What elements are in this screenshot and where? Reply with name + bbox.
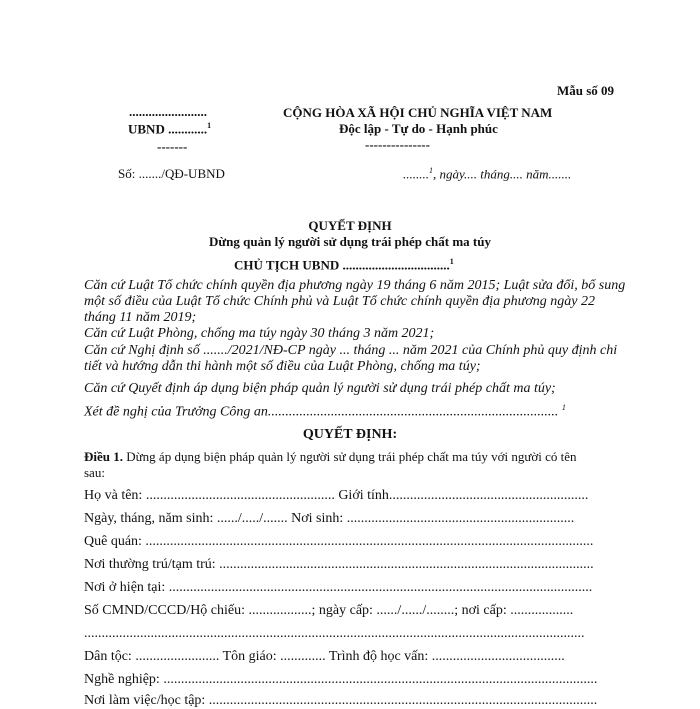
place-date <box>403 166 571 182</box>
field-birth: Ngày, tháng, năm sinh: ....../...../....... Nơi sinh: ................................................................. <box>84 511 575 526</box>
article-1-label: Điều 1. <box>84 449 123 464</box>
basis-line-1: Căn cứ Luật Tổ chức chính quyền địa phương ngày 19 tháng 6 năm 2015; Luật sửa đổi, bổ sung <box>84 278 626 293</box>
field-occupation: Nghề nghiệp: ............................................................................................................................ <box>84 672 598 687</box>
article-1-text: Dừng áp dụng biện pháp quản lý người sử dụng trái phép chất ma túy với người có tên <box>123 449 577 464</box>
field-residence: Nơi thường trú/tạm trú: ........................................................................................................... <box>84 557 594 572</box>
field-ethnicity-religion-education: Dân tộc: ........................ Tôn giáo: ............. Trình độ học vấn: ...................................... <box>84 649 565 664</box>
motto-dash: --------------- <box>365 137 430 152</box>
motto: Độc lập - Tự do - Hạnh phúc <box>339 121 498 136</box>
basis-line-4: Căn cứ Luật Phòng, chống ma túy ngày 30 tháng 3 năm 2021; <box>84 326 435 341</box>
country-name: CỘNG HÒA XÃ HỘI CHỦ NGHĨA VIỆT NAM <box>283 105 553 120</box>
agency-name <box>128 121 211 137</box>
chairman-footnote: 1 <box>449 257 454 266</box>
basis-line-3: tháng 11 năm 2019; <box>84 310 197 325</box>
date-text: , ngày.... tháng.... năm....... <box>433 166 572 182</box>
basis-line-6: tiết và hướng dẫn thi hành một số điều của Luật Phòng, chống ma túy; <box>84 359 481 374</box>
basis-footnote: 1 <box>561 403 566 412</box>
decision-number: Số: ......./QĐ-UBND <box>118 166 225 181</box>
basis-line-8 <box>84 403 566 421</box>
field-id-card: Số CMND/CCCD/Hộ chiếu: ..................; ngày cấp: ....../....../........; nơi cấp: .................. <box>84 603 574 618</box>
basis-line-8-text: Xét đề nghị của Trưởng Công an................................................................................... <box>84 404 559 420</box>
chairman-text: CHỦ TỊCH UBND ................................. <box>234 257 450 273</box>
chairman-line <box>234 257 454 273</box>
field-full-name: Họ và tên: ...................................................... Giới tính......................................................... <box>84 488 589 503</box>
field-hometown: Quê quán: ................................................................................................................................ <box>84 534 594 549</box>
decision-heading: QUYẾT ĐỊNH: <box>302 427 398 442</box>
basis-line-7: Căn cứ Quyết định áp dụng biện pháp quản lý người sử dụng trái phép chất ma túy; <box>84 381 556 396</box>
basis-line-5: Căn cứ Nghị định số ......./2021/NĐ-CP ngày ... tháng ... năm 2021 của Chính phủ quy định chi <box>84 343 618 358</box>
place-dots: ........ <box>403 166 429 182</box>
form-number: Mẫu số 09 <box>557 83 615 98</box>
decision-subtitle: Dừng quản lý người sử dụng trái phép chất ma túy <box>208 234 491 249</box>
field-current-address: Nơi ở hiện tại: ......................................................................................................................... <box>84 580 593 595</box>
article-1-line-1 <box>84 449 577 465</box>
basis-line-2: một số điều của Luật Tổ chức Chính phủ và Luật Tổ chức chính quyền địa phương ngày 22 <box>84 294 595 309</box>
article-1-line-2: sau: <box>84 465 105 480</box>
decision-title: QUYẾT ĐỊNH <box>308 218 392 233</box>
agency-dash: ------- <box>157 139 188 154</box>
agency-name-text: UBND ............ <box>128 121 208 137</box>
agency-dots: ........................ <box>129 104 207 119</box>
agency-footnote: 1 <box>207 121 212 130</box>
field-workplace: Nơi làm việc/học tập: ............................................................................................................... <box>84 693 598 708</box>
place-footnote: 1 <box>429 166 433 175</box>
field-id-card-continued: ............................................................................................................................................... <box>84 626 585 641</box>
